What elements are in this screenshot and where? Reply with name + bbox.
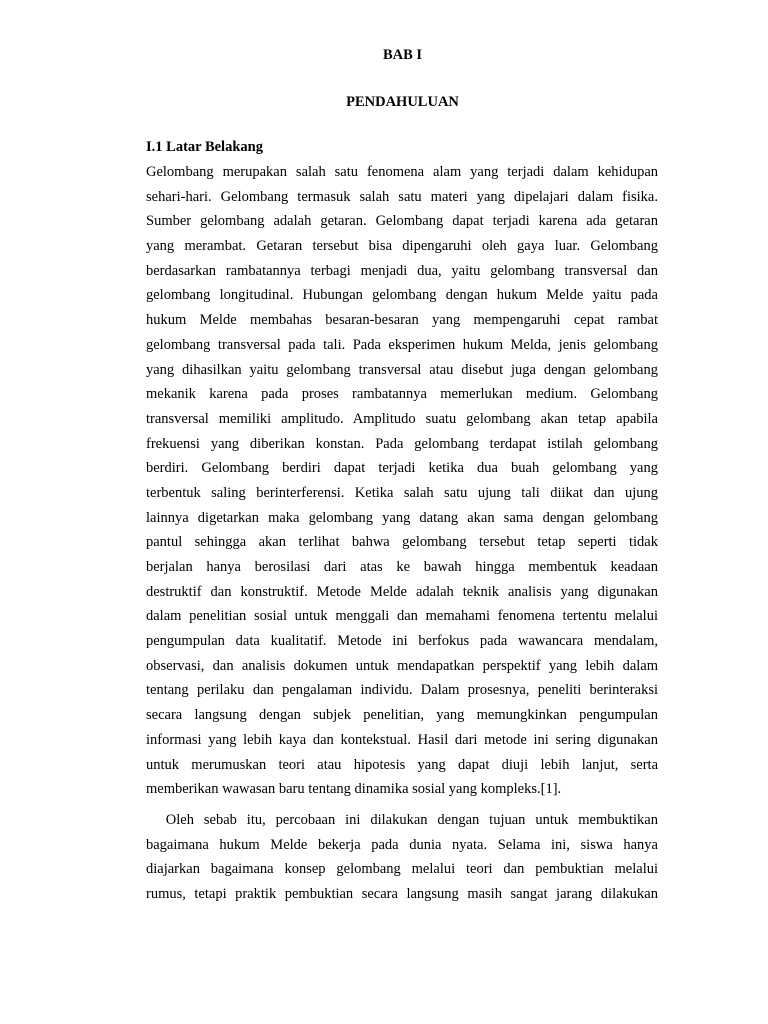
text-line: Sumber gelombang adalah getaran. Gelombang dapat terjadi karena ada getaran — [146, 213, 658, 230]
text-line: berjalan hanya berosilasi dari atas ke bawah hingga membentuk keadaan — [146, 559, 658, 575]
section-heading: I.1 Latar Belakang — [146, 139, 263, 155]
text-line: Oleh sebab itu, percobaan ini dilakukan dengan tujuan untuk membuktikan — [146, 812, 658, 828]
text-line: terbentuk saling berinterferensi. Ketika salah satu ujung tali diikat dan ujung — [146, 484, 658, 501]
text-line: bagaimana hukum Melde bekerja pada dunia nyata. Selama ini, siswa hanya — [146, 836, 658, 853]
text-line: hukum Melde membahas besaran-besaran yang mempengaruhi cepat rambat — [146, 312, 658, 329]
text-line: sehari-hari. Gelombang termasuk salah satu materi yang dipelajari dalam fisika. — [146, 188, 658, 205]
text-line: yang dihasilkan yaitu gelombang transversal atau disebut juga dengan gelombang — [146, 361, 658, 378]
chapter-title: PENDAHULUAN — [346, 94, 459, 110]
text-line: Gelombang merupakan salah satu fenomena alam yang terjadi dalam kehidupan — [146, 164, 658, 180]
chapter-number: BAB I — [382, 47, 423, 63]
text-line: lainnya digetarkan maka gelombang yang datang akan sama dengan gelombang — [146, 509, 658, 526]
text-line: berdiri. Gelombang berdiri dapat terjadi ketika dua buah gelombang yang — [146, 460, 658, 477]
text-line: informasi yang lebih kaya dan kontekstual. Hasil dari metode ini sering digunakan — [146, 731, 658, 748]
text-line: memberikan wawasan baru tentang dinamika sosial yang kompleks.[1]. — [146, 781, 562, 798]
text-line: tentang perilaku dan pengalaman individu. Dalam prosesnya, peneliti berinteraksi — [146, 682, 658, 699]
text-line: pengumpulan data kualitatif. Metode ini berfokus pada wawancara mendalam, — [146, 633, 658, 650]
text-line: yang merambat. Getaran tersebut bisa dipengaruhi oleh gaya luar. Gelombang — [146, 238, 658, 255]
text-line: secara langsung dengan subjek penelitian, yang memungkinkan pengumpulan — [146, 707, 658, 724]
text-line: rumus, tetapi praktik pembuktian secara langsung masih sangat jarang dilakukan — [146, 886, 658, 903]
text-line: transversal memiliki amplitudo. Amplitudo suatu gelombang akan tetap apabila — [146, 410, 658, 427]
text-line: pantul sehingga akan terlihat bahwa gelombang tersebut tetap seperti tidak — [146, 534, 658, 551]
text-line: diajarkan bagaimana konsep gelombang melalui teori dan pembuktian melalui — [146, 861, 658, 878]
text-line: destruktif dan konstruktif. Metode Melde adalah teknik analisis yang digunakan — [146, 583, 658, 600]
text-line: observasi, dan analisis dokumen untuk mendapatkan perspektif yang lebih dalam — [146, 657, 658, 674]
text-line: frekuensi yang diberikan konstan. Pada gelombang terdapat istilah gelombang — [146, 435, 658, 452]
text-line: dalam penelitian sosial untuk menggali dan memahami fenomena tertentu melalui — [146, 608, 658, 625]
text-line: untuk merumuskan teori atau hipotesis yang dapat diuji lebih lanjut, serta — [146, 756, 658, 773]
text-line: mekanik karena pada proses rambatannya memerlukan medium. Gelombang — [146, 386, 658, 403]
text-line: gelombang transversal pada tali. Pada eksperimen hukum Melda, jenis gelombang — [146, 336, 658, 353]
paragraph-2 — [146, 808, 658, 907]
text-line: gelombang longitudinal. Hubungan gelombang dengan hukum Melde yaitu pada — [146, 287, 658, 304]
text-line: berdasarkan rambatannya terbagi menjadi dua, yaitu gelombang transversal dan — [146, 262, 658, 279]
paragraph-1 — [146, 160, 658, 802]
